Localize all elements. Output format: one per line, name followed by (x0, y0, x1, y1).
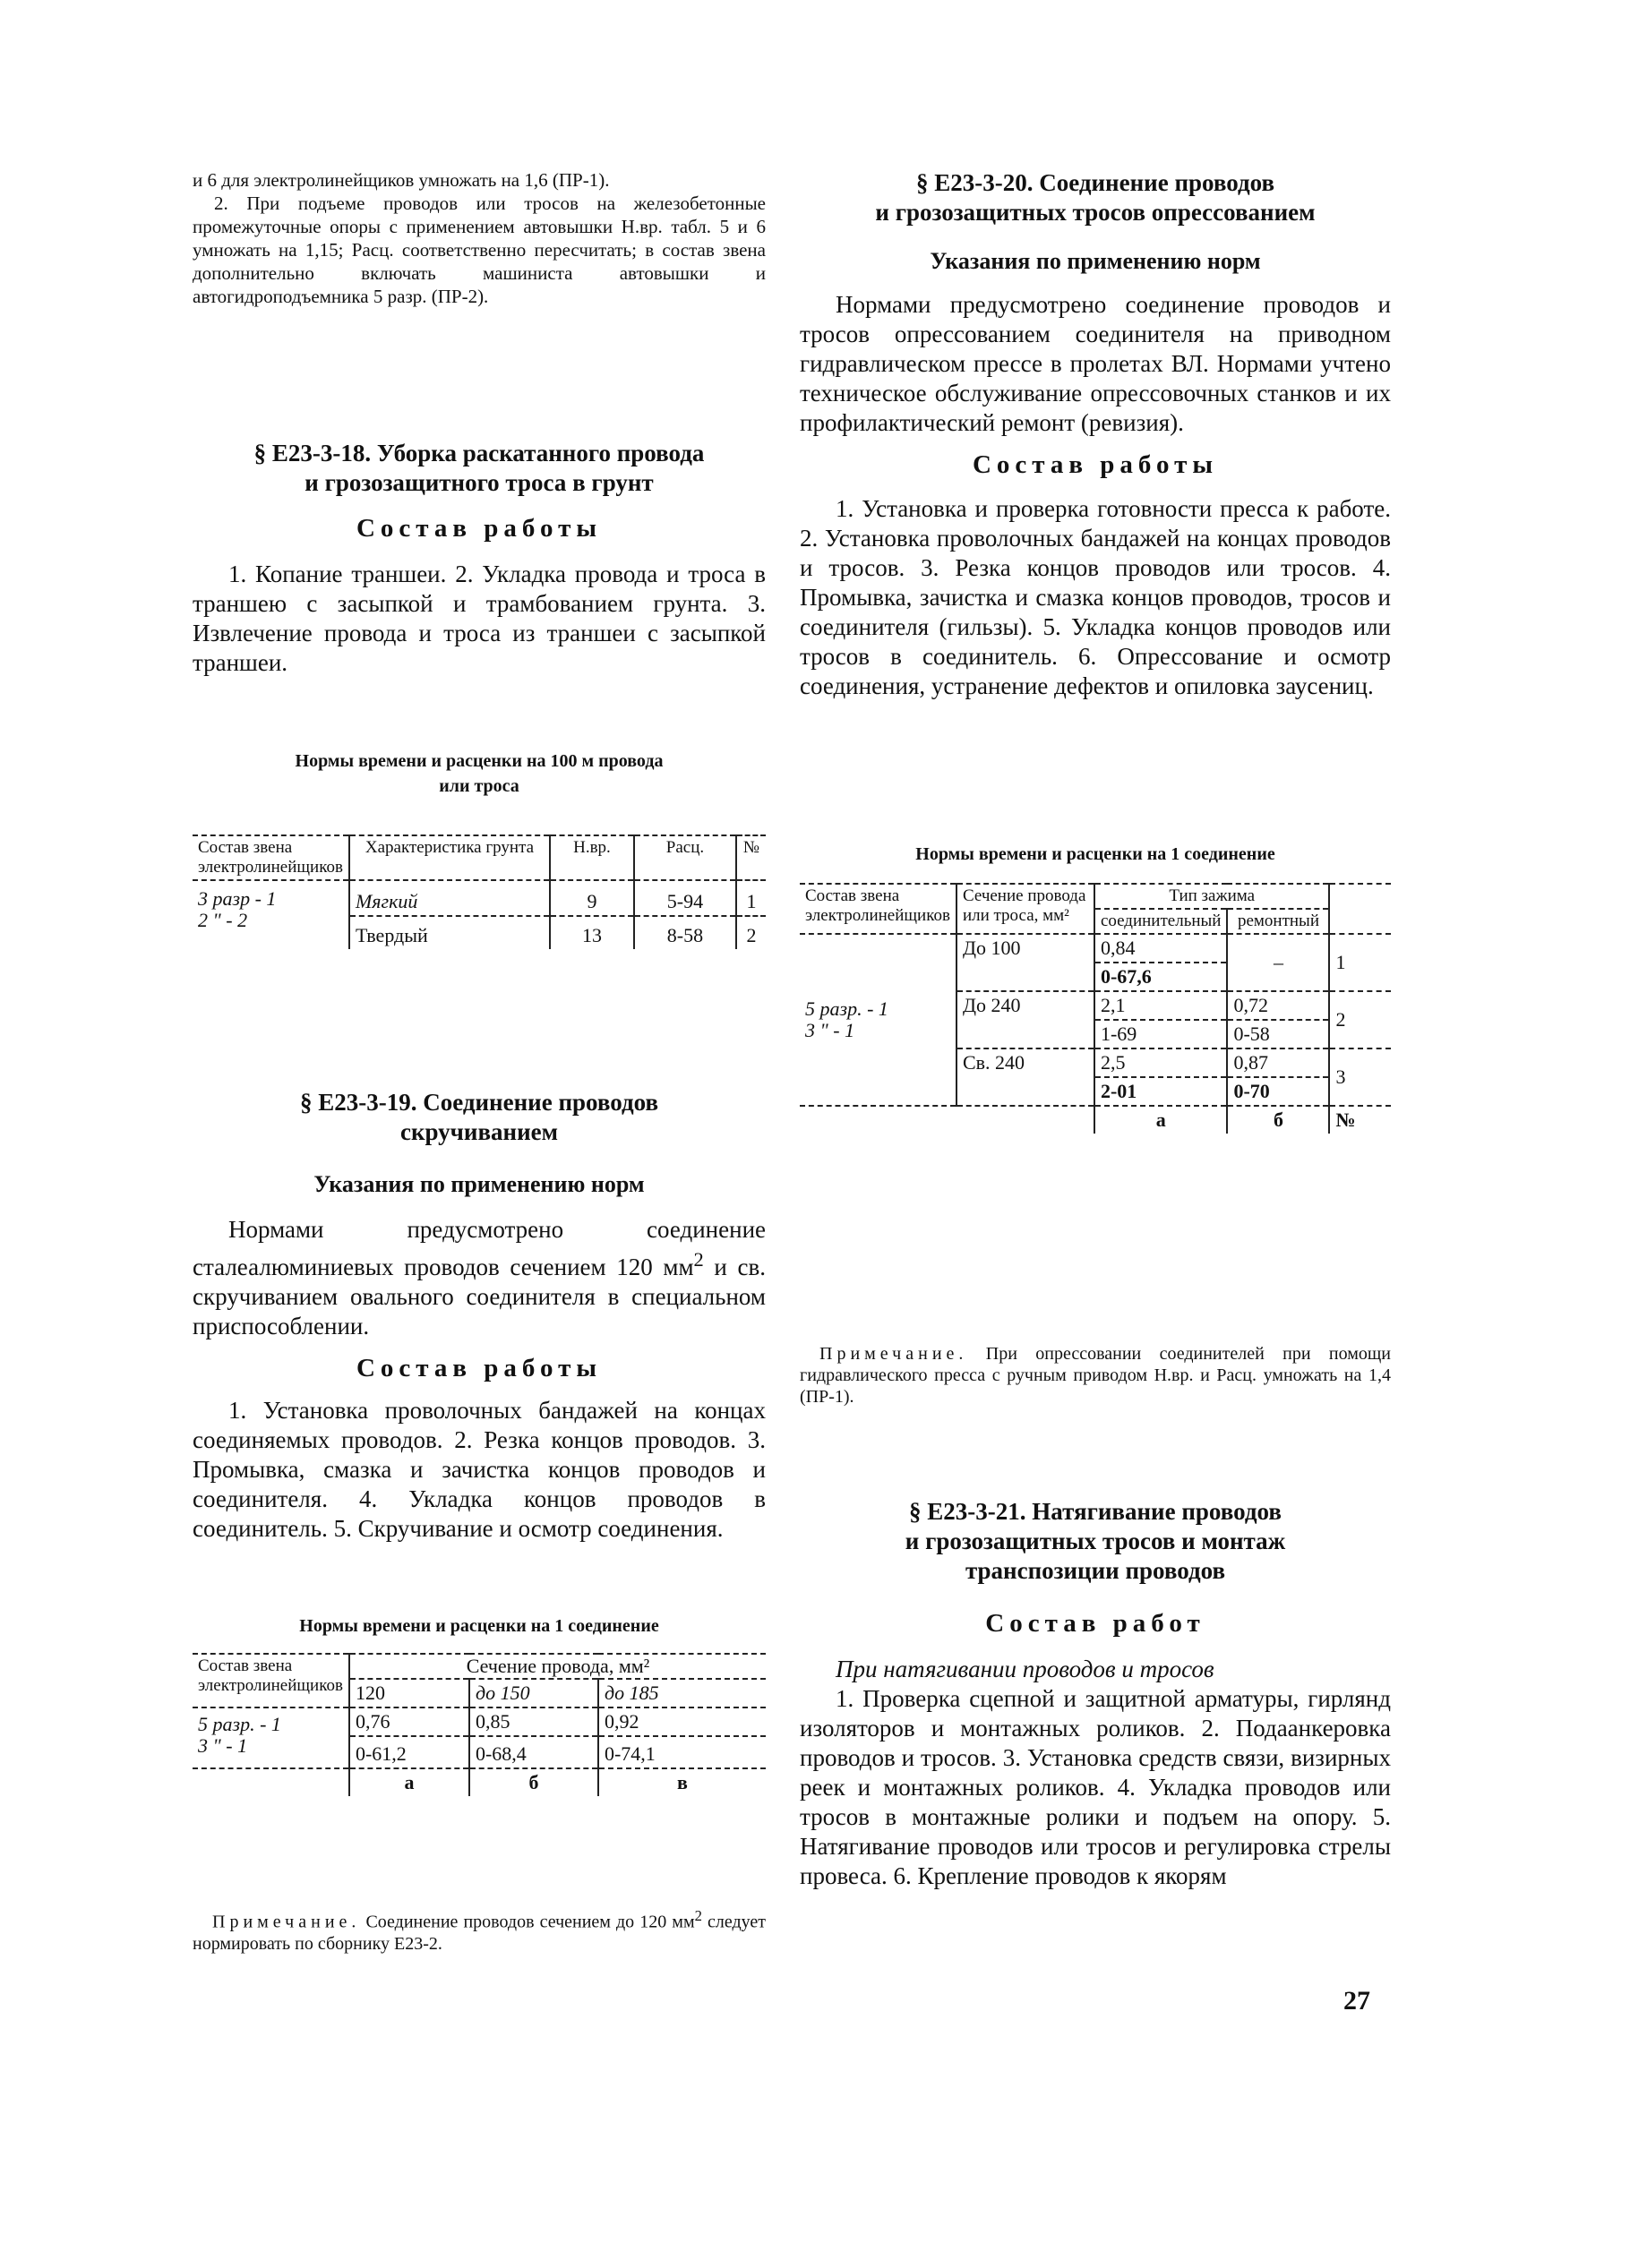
cell-rep-nvr: 0,87 (1227, 1048, 1329, 1077)
cell-no: 3 (1329, 1048, 1391, 1106)
cell-nvr: 0,85 (469, 1707, 598, 1736)
note-line-1: и 6 для электролинейщиков умножать на 1,6 (ПР-1). (193, 169, 610, 191)
cell-section: До 240 (956, 991, 1094, 1048)
col-letter: в (677, 1771, 688, 1793)
col-letter: а (349, 1768, 469, 1796)
crew-line-2: 2 " - 2 (198, 909, 248, 931)
cell-no: 1 (1329, 934, 1391, 991)
page-number: 27 (1343, 1986, 1370, 2016)
note-label: Примечание. (819, 1344, 968, 1364)
col-header-no: № (1335, 1108, 1356, 1131)
usage-text-b: и св. скручиванием овального соединителя в специальном приспособлении. (193, 1254, 766, 1339)
work-heading: Состав работ (985, 1609, 1205, 1638)
note-line-2: 2. При подъеме проводов или тросов на железобетонные промежуточные опоры с применением автовышки Н.вр. табл. 5 и 6 умножать на 1,15; Расц. соответственно пересчитать; в состав звена дополнительно включать машиниста автовышки и автогидроподъемника 5 разр. (ПР-2). (193, 193, 766, 307)
col-letter: б (1227, 1106, 1329, 1134)
cell-rasc: 0-74,1 (604, 1742, 656, 1765)
cell-rep-rasc: 0-70 (1227, 1077, 1329, 1106)
crew-line-1: 5 разр. - 1 (198, 1713, 281, 1735)
cell-conn-rasc: 1-69 (1094, 1020, 1228, 1048)
cell-rep-rasc: 0-58 (1227, 1020, 1329, 1048)
caption-line: Нормы времени и расценки на 1 соединение (299, 1616, 659, 1636)
cell-nvr: 0,92 (598, 1707, 766, 1736)
caption-line: Нормы времени и расценки на 1 соединение (915, 844, 1275, 864)
section-title-line2: скручиванием (399, 1118, 559, 1145)
letters-row (193, 1768, 766, 1796)
table-row (800, 934, 1391, 963)
col-header-type: Тип зажима (1094, 884, 1330, 909)
col-header-rasc: Расц. (634, 835, 736, 880)
col-header-section: Сечение провода или троса, мм² (956, 884, 1094, 934)
work-text: 1. Проверка сцепной и защитной арматуры, гирлянд изоляторов и монтажных роликов. 2. Подаанкеровка проводов и тросов. 3. Установка средств связи, визирных реек и монтажных роликов. 4. Укладка проводов или тросов в монтажные ролики и подъем на опору. 5. Натягивание проводов или тросов и регулировка стрелы провеса. 6. Крепление проводов к якорям (800, 1685, 1391, 1889)
cell-char: Твердый (349, 916, 550, 949)
cell-conn-rasc: 2-01 (1094, 1077, 1228, 1106)
norms-table-19 (193, 1653, 766, 1796)
cell-rasc: 8-58 (634, 916, 736, 949)
caption-line-1: Нормы времени и расценки на 100 м провода (295, 751, 664, 771)
letters-row (800, 1106, 1391, 1134)
work-heading: Состав работы (972, 450, 1219, 479)
cell-conn-rasc: 0-67,6 (1094, 963, 1228, 991)
section-e23-3-18 (193, 439, 766, 678)
note-19 (193, 1905, 766, 1955)
section-title: § Е23-3-21. Натягивание проводов (909, 1498, 1282, 1525)
section-e23-3-21 (800, 1497, 1391, 1891)
table-caption-20 (800, 842, 1391, 867)
cell-rep-nvr: 0,72 (1227, 991, 1329, 1020)
col-header-rep: ремонтный (1227, 909, 1329, 934)
section-e23-3-19 (193, 1088, 766, 1544)
norms-table-18 (193, 834, 766, 949)
caption-line-2: или троса (439, 776, 519, 796)
cell-nvr: 9 (550, 880, 634, 916)
work-heading: Состав работы (356, 514, 603, 543)
work-text: 1. Установка проволочных бандажей на концах соединяемых проводов. 2. Резка концов проводов. 3. Промывка, смазка и зачистка концов проводов и соединителя. 4. Укладка концов проводов в соединитель. 5. Скручивание и осмотр соединения. (193, 1397, 766, 1542)
work-text: 1. Установка и проверка готовности пресса к работе. 2. Установка проволочных бандажей на концах проводов и тросов. 3. Резка концов проводов или тросов. 4. Промывка, зачистка и смазка концов проводов, тросов и соединителя (гильзы). 5. Укладка концов проводов или тросов в соединитель. 6. Опрессование и осмотр соединения, устранение дефектов и опиловка заусениц. (800, 495, 1391, 699)
note-text-b: следует нормировать по сборнику Е23-2. (193, 1912, 767, 1954)
sup-2: 2 (693, 1248, 704, 1271)
usage-subheading: Указания по применению норм (313, 1171, 645, 1197)
section-title: § Е23-3-18. Уборка раскатанного провода (253, 440, 705, 466)
usage-text-a: Нормами предусмотрено соединение сталеалюминиевых проводов сечением 120 мм (193, 1216, 766, 1280)
crew-cell (193, 1707, 349, 1768)
section-title-line3: транспозиции проводов (965, 1557, 1226, 1584)
col-letter: б (469, 1768, 598, 1796)
section-e23-3-20 (800, 168, 1391, 701)
col-header-char: Характеристика грунта (349, 835, 550, 880)
crew-line-1: 3 разр - 1 (198, 887, 277, 910)
col-header-crew: Состав звена электролинейщиков (193, 1654, 349, 1707)
col-header-no: № (742, 838, 760, 857)
table-row (193, 880, 766, 916)
col-header-185: до 185 (604, 1682, 659, 1704)
section-title: § Е23-3-20. Соединение проводов (915, 169, 1275, 196)
note-20 (800, 1343, 1391, 1408)
cell-rasc: 0-61,2 (349, 1736, 469, 1768)
usage-subheading: Указания по применению норм (930, 248, 1261, 274)
crew-line-1: 5 разр. - 1 (805, 997, 888, 1020)
cell-no: 2 (1329, 991, 1391, 1048)
section-title-line2: и грозозащитных тросов и монтаж (905, 1528, 1286, 1554)
section-title: § Е23-3-19. Соединение проводов (299, 1089, 659, 1116)
col-header-crew: Состав звена электролинейщиков (800, 884, 956, 934)
cell-nvr: 13 (550, 916, 634, 949)
cell-no: 1 (736, 880, 766, 916)
note-text (193, 1905, 766, 1955)
cell-conn-nvr: 0,84 (1094, 934, 1228, 963)
col-header-crew: Состав звена электролинейщиков (193, 835, 349, 880)
cell-conn-nvr: 2,1 (1094, 991, 1228, 1020)
usage-text (193, 1215, 766, 1341)
cell-section: Св. 240 (956, 1048, 1094, 1106)
cell-rep-nvr: – (1227, 934, 1329, 991)
cell-no: 2 (746, 924, 757, 946)
cell-nvr: 0,76 (349, 1707, 469, 1736)
col-header-120: 120 (349, 1679, 469, 1707)
cell-rasc: 5-94 (634, 880, 736, 916)
col-header-150: до 150 (469, 1679, 598, 1707)
note-label: Примечание. (212, 1912, 361, 1932)
note-text (800, 1343, 1391, 1408)
crew-cell (193, 880, 349, 949)
crew-line-2: 3 " - 1 (198, 1734, 248, 1757)
table-caption-19 (193, 1613, 766, 1639)
crew-line-2: 3 " - 1 (805, 1019, 855, 1041)
sup-2: 2 (694, 1907, 702, 1924)
usage-text: Нормами предусмотрено соединение проводов и тросов опрессованием соединителя на приводном гидравлическом прессе в пролетах ВЛ. Нормами учтено техническое обслуживание опрессовочных станков и их профилактический ремонт (ревизия). (800, 291, 1391, 436)
top-note (193, 168, 766, 308)
work-heading: Состав работы (356, 1354, 603, 1382)
col-header-nvr: Н.вр. (550, 835, 634, 880)
col-header-conn: соединительный (1094, 909, 1228, 934)
section-title-line2: и грозозащитных тросов опрессованием (875, 199, 1316, 226)
note-text-body: При опрессовании соединителей при помощи гидравлического пресса с ручным приводом Н.вр. и Расц. умножать на 1,4 (ПР-1). (800, 1344, 1391, 1407)
cell-rasc: 0-68,4 (469, 1736, 598, 1768)
cell-section: До 100 (956, 934, 1094, 991)
section-title-line2: и грозозащитного троса в грунт (305, 469, 654, 496)
table-caption-18 (193, 749, 766, 799)
col-header-section: Сечение провода, мм² (349, 1654, 766, 1679)
col-letter: а (1094, 1106, 1228, 1134)
italic-subheading: При натягивании проводов и тросов (836, 1656, 1214, 1682)
crew-cell (800, 934, 956, 1106)
note-text-a: Соединение проводов сечением до 120 мм (360, 1912, 695, 1932)
cell-char: Мягкий (349, 880, 550, 916)
norms-table-20 (800, 883, 1391, 1134)
work-text: 1. Копание траншеи. 2. Укладка провода и троса в траншею с засыпкой и трамбованием грунта. 3. Извлечение провода и троса из траншеи с засыпкой траншеи. (193, 561, 766, 676)
cell-conn-nvr: 2,5 (1094, 1048, 1228, 1077)
table-row (193, 1707, 766, 1736)
